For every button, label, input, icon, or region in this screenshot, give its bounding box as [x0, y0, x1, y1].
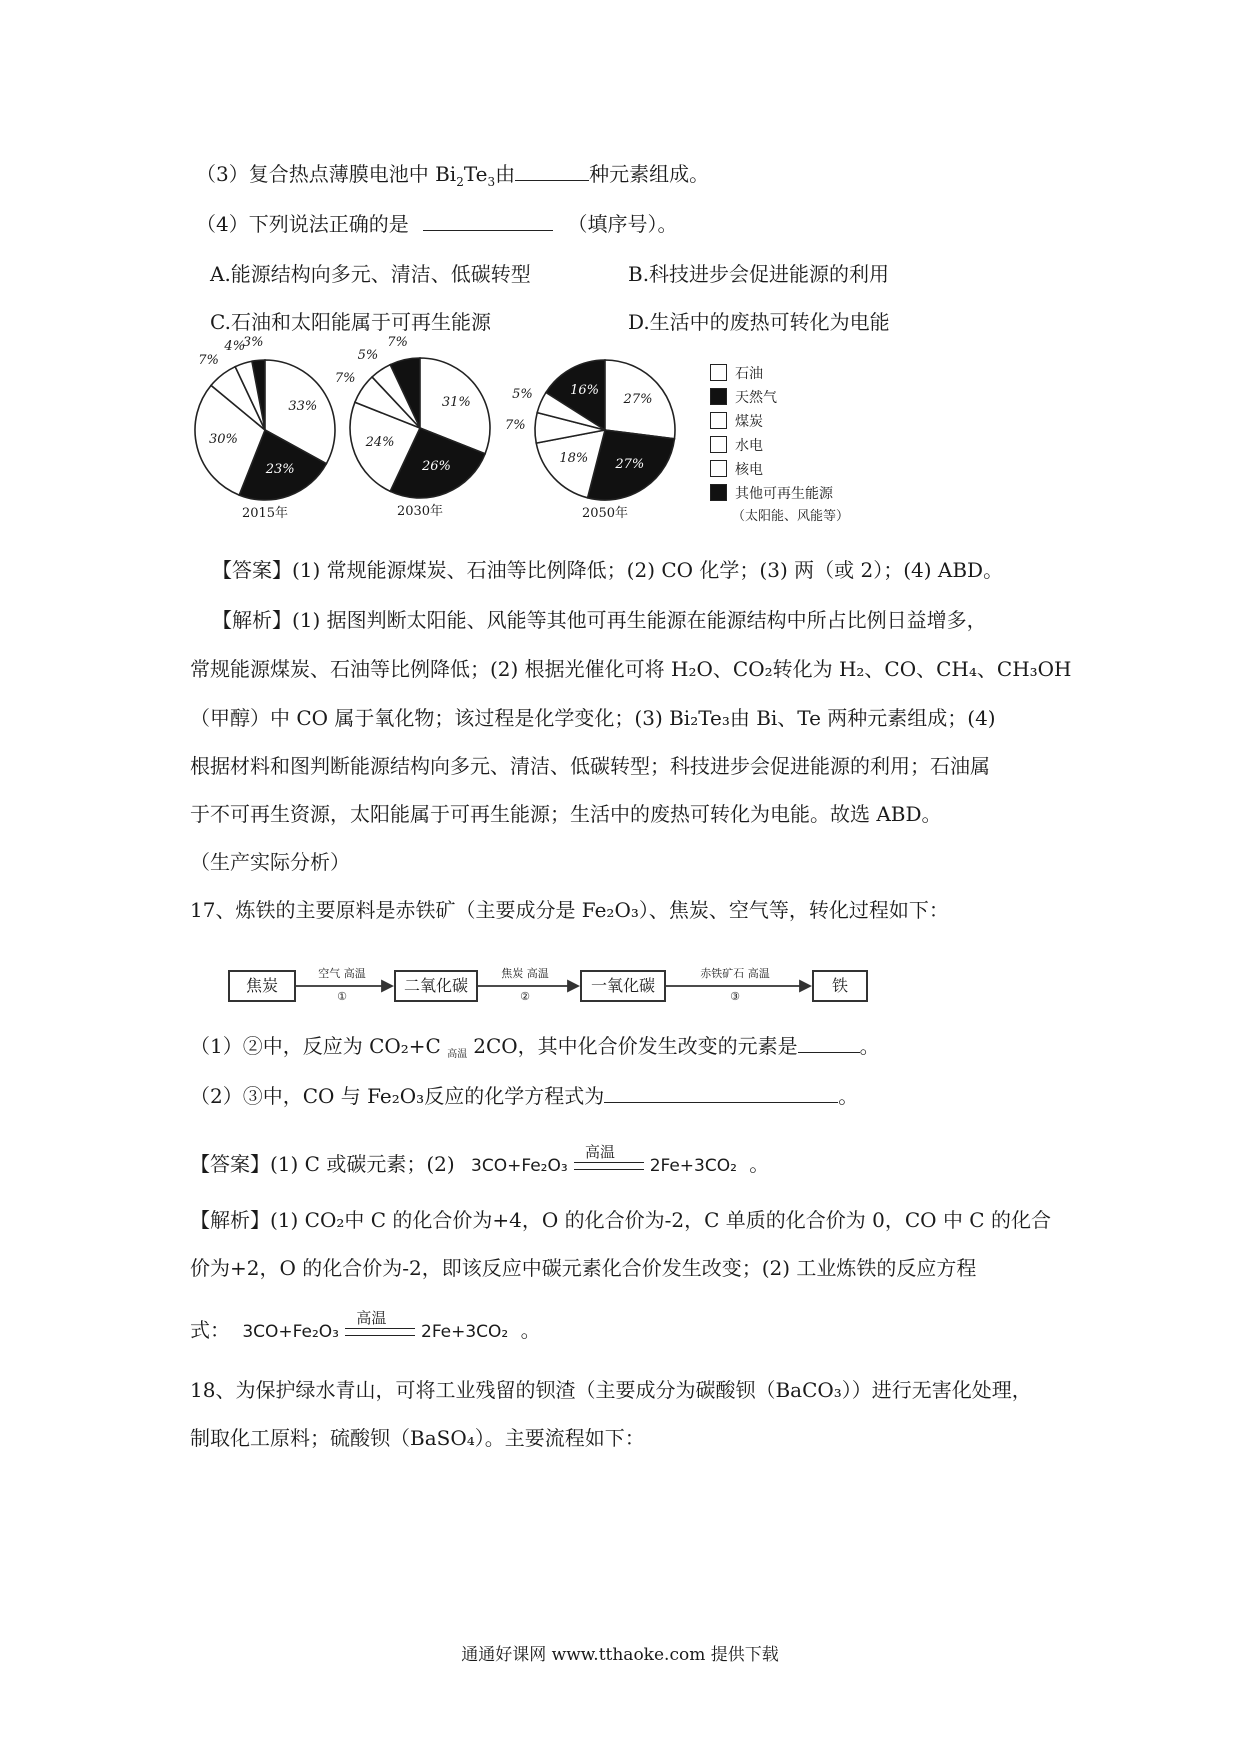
answer-blank [604, 1082, 838, 1103]
question-17-1: （1）②中，反应为 CO₂+C 高温 2CO，其中化合价发生改变的元素是 。 [190, 1034, 880, 1060]
flow-condition-2: 焦炭 高温 [501, 967, 549, 980]
legend-item: 天然气 [710, 387, 777, 407]
pie-data-label: 26% [421, 459, 451, 475]
legend-swatch [710, 412, 727, 429]
flow-box-coke: 焦炭 [228, 970, 296, 1002]
pie-data-label: 23% [265, 461, 295, 477]
legend-item: 煤炭 [710, 411, 763, 431]
flow-step-1: ① [337, 990, 347, 1003]
legend-item: 水电 [710, 435, 763, 455]
legend-swatch [710, 436, 727, 453]
page-footer: 通通好课网 www.tthaoke.com 提供下载 [461, 1645, 779, 1665]
flow-box-iron: 铁 [812, 970, 868, 1002]
analysis-17-line-2: 价为+2，O 的化合价为-2，即该反应中碳元素化合价发生改变；(2) 工业炼铁的反应方程 [190, 1256, 977, 1280]
flow-condition-1: 空气 高温 [318, 967, 366, 980]
analysis-16-line-1: 【解析】(1) 据图判断太阳能、风能等其他可再生能源在能源结构中所占比例日益增多， [212, 608, 987, 632]
legend-swatch [710, 484, 727, 501]
legend-item: 其他可再生能源 [710, 483, 833, 503]
chemical-equation: 3CO+Fe₂O₃ 高温 2Fe+3CO₂ [242, 1308, 509, 1342]
question-4: （4）下列说法正确的是 （填序号）。 [196, 212, 678, 236]
flow-condition-3: 赤铁矿石 高温 [700, 967, 770, 980]
flow-step-2: ② [520, 990, 530, 1003]
pie-data-label: 27% [615, 456, 645, 472]
question-18-line-1: 18、为保护绿水青山，可将工业残留的钡渣（主要成分为碳酸钡（BaCO₃））进行无害化处理， [190, 1378, 1032, 1402]
option-d: D.生活中的废热可转化为电能 [628, 310, 890, 334]
legend-swatch [710, 388, 727, 405]
pie-title: 2030年 [396, 504, 444, 519]
pie-data-label: 31% [441, 394, 471, 410]
pie-data-label: 3% [242, 335, 264, 351]
answer-blank [798, 1032, 860, 1053]
analysis-17-line-3: 式： 3CO+Fe₂O₃ 高温 2Fe+3CO₂ 。 [190, 1316, 541, 1346]
pie-data-label: 16% [570, 382, 599, 398]
legend-swatch [710, 364, 727, 381]
legend-item: 核电 [710, 459, 763, 479]
flow-box-co: 一氧化碳 [580, 970, 666, 1002]
pie-title: 2015年 [241, 506, 289, 521]
legend-swatch [710, 460, 727, 477]
pie-data-label: 7% [505, 418, 526, 434]
question-17-2: （2）③中，CO 与 Fe₂O₃反应的化学方程式为 。 [190, 1084, 859, 1108]
pie-data-label: 30% [208, 431, 238, 447]
answer-16: 【答案】(1) 常规能源煤炭、石油等比例降低；(2) CO 化学；(3) 两（或 2）；(4) ABD。 [212, 558, 1004, 582]
question-3: （3）复合热点薄膜电池中 $Bi_2Te_3$由 种元素组成。 [196, 162, 710, 189]
analysis-17-line-1: 【解析】(1) CO₂中 C 的化合价为+4，O 的化合价为-2，C 单质的化合价为 0，CO 中 C 的化合 [190, 1208, 1051, 1232]
energy-pie-charts [0, 0, 1240, 560]
chemical-equation: 3CO+Fe₂O₃ 高温 2Fe+3CO₂ [471, 1142, 737, 1176]
analysis-16-line-5: 于不可再生资源，太阳能属于可再生能源；生活中的废热可转化为电能。故选 ABD。 [190, 802, 942, 826]
option-b: B.科技进步会促进能源的利用 [628, 262, 890, 286]
pie-title: 2050年 [581, 506, 629, 521]
flow-step-3: ③ [730, 990, 740, 1003]
question-17: 17、炼铁的主要原料是赤铁矿（主要成分是 Fe₂O₃）、焦炭、空气等，转化过程如下： [190, 898, 949, 922]
pie-data-label: 18% [559, 450, 589, 466]
pie-data-label: 5% [357, 347, 379, 363]
pie-data-label: 33% [288, 398, 318, 414]
section-heading: （生产实际分析） [190, 850, 350, 874]
pie-data-label: 7% [334, 370, 356, 386]
analysis-16-line-4: 根据材料和图判断能源结构向多元、清洁、低碳转型；科技进步会促进能源的利用；石油属 [190, 754, 990, 778]
option-a: A.能源结构向多元、清洁、低碳转型 [210, 262, 531, 286]
analysis-16-line-3: （甲醇）中 CO 属于氧化物；该过程是化学变化；(3) Bi₂Te₃由 Bi、Te 两种元素组成；(4) [190, 706, 996, 730]
pie-data-label: 7% [198, 353, 219, 369]
option-c: C.石油和太阳能属于可再生能源 [210, 310, 491, 334]
pie-data-label: 5% [512, 386, 533, 402]
pie-data-label: 7% [387, 335, 408, 351]
question-18-line-2: 制取化工原料；硫酸钡（BaSO₄）。主要流程如下： [190, 1426, 645, 1450]
answer-17: 【答案】(1) C 或碳元素；(2) 3CO+Fe₂O₃ 高温 2Fe+3CO₂ 。 [190, 1150, 769, 1180]
legend-item: 石油 [710, 363, 763, 383]
analysis-16-line-2: 常规能源煤炭、石油等比例降低；(2) 根据光催化可将 H₂O、CO₂转化为 H₂、CO、CH₄、CH₃OH [190, 657, 1072, 681]
legend-note: （太阳能、风能等） [732, 509, 850, 524]
pie-data-label: 24% [365, 434, 395, 450]
pie-data-label: 4% [224, 339, 246, 355]
flow-box-co2: 二氧化碳 [394, 970, 478, 1002]
pie-data-label: 27% [623, 392, 653, 408]
